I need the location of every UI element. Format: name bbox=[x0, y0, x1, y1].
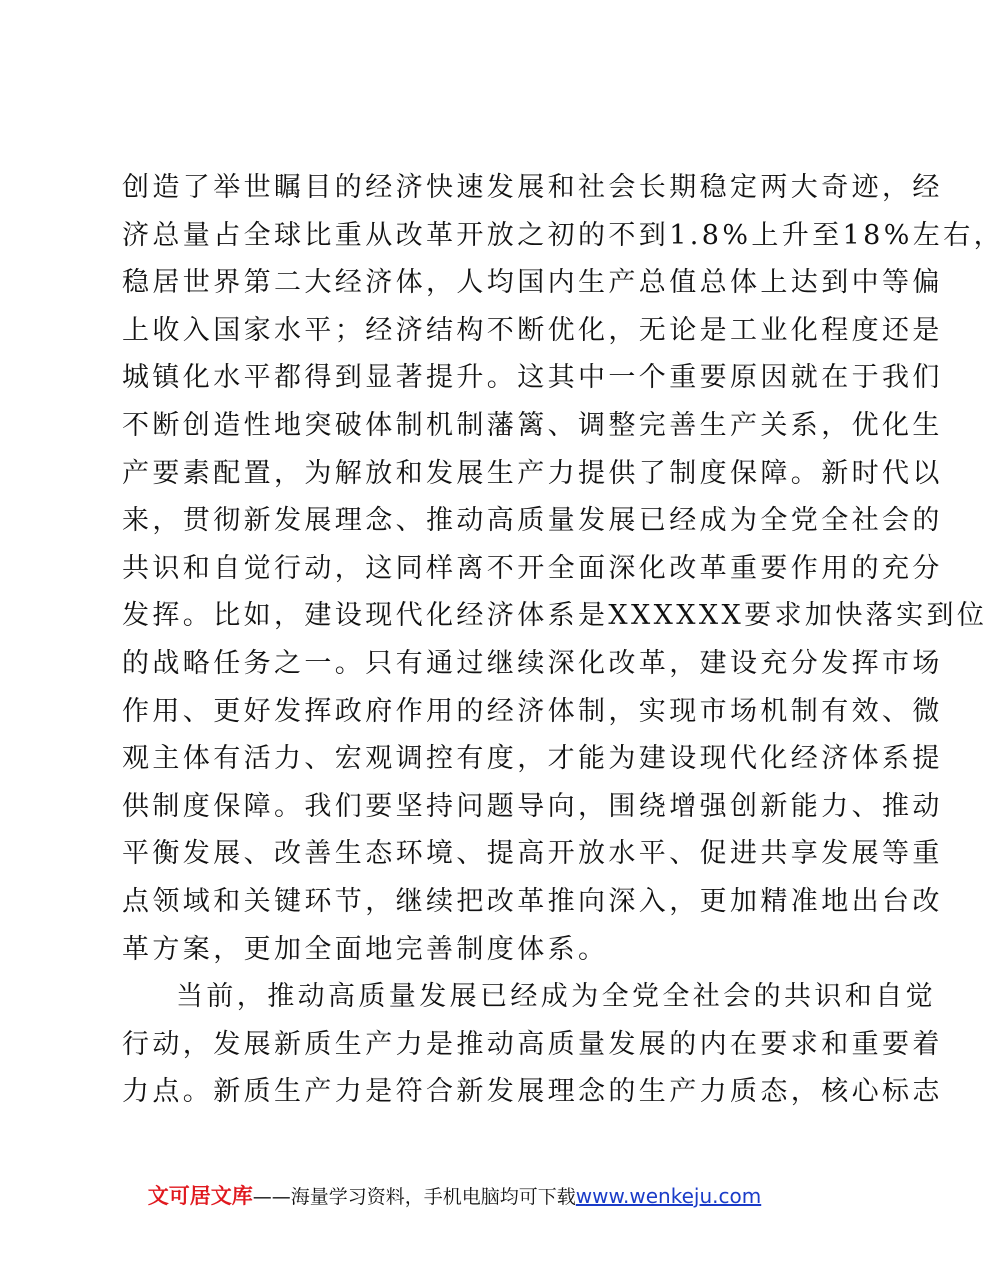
text-line: 城镇化水平都得到显著提升。这其中一个重要原因就在于我们 bbox=[122, 362, 943, 394]
text-line: 力点。新质生产力是符合新发展理念的生产力质态，核心标志 bbox=[122, 1076, 943, 1108]
text-line: 不断创造性地突破体制机制藩篱、调整完善生产关系，优化生 bbox=[122, 409, 943, 441]
text-line: 革方案，更加全面地完善制度体系。 bbox=[122, 933, 609, 965]
text-line: 创造了举世瞩目的经济快速发展和社会长期稳定两大奇迹，经 bbox=[122, 172, 943, 203]
text-line: 作用、更好发挥政府作用的经济体制，实现市场机制有效、微 bbox=[122, 695, 943, 727]
text-line: 的战略任务之一。只有通过继续深化改革，建设充分发挥市场 bbox=[122, 647, 943, 679]
paragraph-start-line: 当前，推动高质量发展已经成为全党全社会的共识和自觉 bbox=[176, 981, 936, 1013]
text-line: 共识和自觉行动，这同样离不开全面深化改革重要作用的充分 bbox=[122, 552, 943, 584]
text-line: 上收入国家水平；经济结构不断优化，无论是工业化程度还是 bbox=[122, 314, 943, 346]
text-line: 稳居世界第二大经济体，人均国内生产总值总体上达到中等偏 bbox=[122, 267, 943, 299]
text-line: 供制度保障。我们要坚持问题导向，围绕增强创新能力、推动 bbox=[122, 790, 943, 822]
footer-brand: 文可居文库 bbox=[147, 1184, 253, 1208]
text-line: 观主体有活力、宏观调控有度，才能为建设现代化经济体系提 bbox=[122, 743, 943, 775]
text-line: 来，贯彻新发展理念、推动高质量发展已经成为全党全社会的 bbox=[122, 505, 943, 537]
text-line: 产要素配置，为解放和发展生产力提供了制度保障。新时代以 bbox=[122, 457, 943, 489]
text-line: 发挥。比如，建设现代化经济体系是XXXXXX要求加快落实到位 bbox=[122, 600, 988, 632]
footer-link[interactable]: www.wenkeju.com bbox=[575, 1184, 762, 1208]
text-line: 平衡发展、改善生态环境、提高开放水平、促进共享发展等重 bbox=[122, 838, 943, 870]
document-body bbox=[122, 164, 1004, 1116]
footer-tagline: ——海量学习资料，手机电脑均可下载 bbox=[252, 1186, 576, 1208]
page-footer bbox=[0, 1178, 909, 1215]
text-line: 济总量占全球比重从改革开放之初的不到1.8%上升至18%左右， bbox=[122, 219, 1004, 251]
text-line: 点领域和关键环节，继续把改革推向深入，更加精准地出台改 bbox=[122, 885, 943, 917]
text-line: 行动，发展新质生产力是推动高质量发展的内在要求和重要着 bbox=[122, 1028, 943, 1060]
